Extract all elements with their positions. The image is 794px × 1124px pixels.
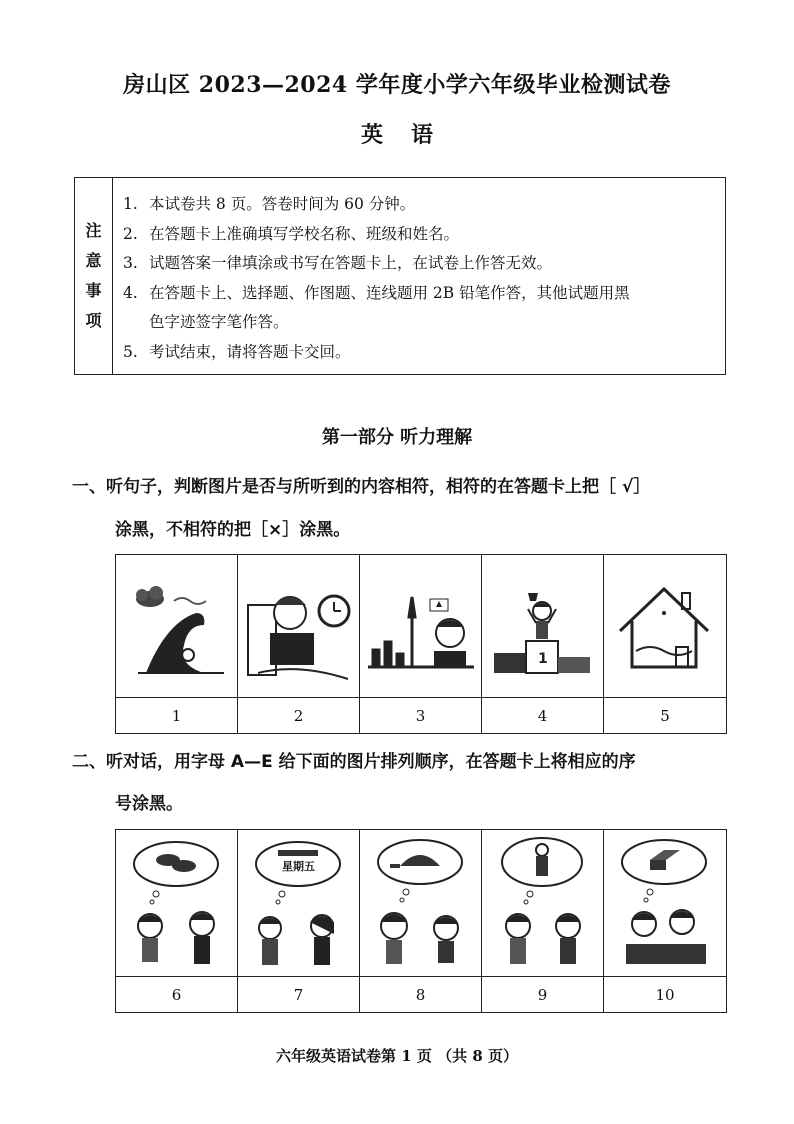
notes-list	[123, 190, 717, 367]
picture-cell	[116, 830, 238, 1013]
picture-number: 4	[537, 707, 548, 725]
boy-waking-clock-icon	[238, 555, 359, 698]
girl-thought-icon	[482, 830, 603, 977]
note-number: 5.	[123, 342, 138, 361]
section-two-instruction-line2: 号涂黑。	[115, 794, 183, 814]
note-text: 在答题卡上、选择题、作图题、连线题用 2B 铅笔作答，其他试题用黑	[149, 283, 630, 302]
picture-cell	[604, 830, 726, 1013]
note-number: 3.	[123, 254, 138, 272]
eraser-thought-icon	[604, 830, 726, 977]
note-item	[123, 249, 717, 279]
note-text: 本试卷共 8 页。答卷时间为 60 分钟。	[149, 195, 416, 213]
picture-number: 10	[655, 986, 675, 1004]
note-number: 4.	[123, 283, 138, 302]
mooncakes-thought-icon	[116, 830, 237, 977]
note-item	[123, 308, 717, 338]
page-footer: 六年级英语试卷第 1 页 （共 8 页）	[276, 1047, 518, 1065]
house-icon	[604, 555, 726, 698]
calendar-thought-icon	[238, 830, 359, 977]
picture-number: 1	[171, 707, 182, 725]
calendar-bubble-text: 星期五	[282, 860, 315, 873]
section-two-picture-table	[115, 829, 727, 1013]
picture-cell	[482, 830, 604, 1013]
notes-label-char: 事	[85, 281, 102, 300]
note-item	[123, 220, 717, 250]
note-item	[123, 190, 717, 220]
picture-cell	[238, 555, 360, 734]
picture-number: 7	[293, 986, 304, 1004]
section-one-picture-table	[115, 554, 727, 734]
picture-number: 6	[171, 986, 182, 1004]
picture-number: 9	[537, 986, 548, 1004]
picture-number: 5	[660, 707, 670, 725]
picture-number: 2	[293, 707, 304, 725]
picture-number: 3	[415, 707, 426, 725]
picture-cell	[116, 555, 238, 734]
note-text: 色字迹签字笔作答。	[149, 313, 289, 331]
cap-thought-icon	[360, 830, 481, 977]
subject-title: 英语	[360, 122, 461, 148]
note-item	[123, 279, 717, 309]
section-one-instruction-line1: 一、听句子，判断图片是否与所听到的内容相符，相符的在答题卡上把［ √］	[72, 477, 651, 497]
picture-cell	[238, 830, 360, 1013]
picture-cell	[360, 830, 482, 1013]
svg-text:1: 1	[538, 651, 548, 667]
notes-label-char: 意	[85, 251, 102, 270]
picture-number: 8	[415, 986, 426, 1004]
part-one-title: 第一部分 听力理解	[321, 427, 473, 448]
swimmer-wave-icon	[116, 555, 237, 698]
notes-label-char: 注	[85, 221, 102, 240]
section-one-instruction-line2: 涂黑，不相符的把［×］涂黑。	[115, 520, 351, 540]
note-text: 在答题卡上准确填写学校名称、班级和姓名。	[149, 224, 460, 243]
picture-cell	[482, 555, 604, 734]
winner-podium-icon	[482, 555, 603, 698]
city-skyline-flag-icon	[360, 555, 481, 698]
note-number: 2.	[123, 224, 138, 243]
note-number	[123, 308, 149, 338]
note-item	[123, 338, 717, 368]
note-number: 1.	[123, 195, 138, 213]
notes-label-char: 项	[85, 311, 102, 330]
note-text: 考试结束，请将答题卡交回。	[149, 342, 351, 361]
section-two-instruction-line1: 二、听对话，用字母 A—E 给下面的图片排列顺序，在答题卡上将相应的序	[72, 752, 636, 772]
picture-cell	[604, 555, 726, 734]
note-text: 试题答案一律填涂或书写在答题卡上，在试卷上作答无效。	[149, 254, 553, 272]
exam-title: 房山区 2023—2024 学年度小学六年级毕业检测试卷	[123, 72, 671, 98]
notes-box	[74, 177, 726, 375]
picture-cell	[360, 555, 482, 734]
notes-label	[75, 178, 113, 374]
